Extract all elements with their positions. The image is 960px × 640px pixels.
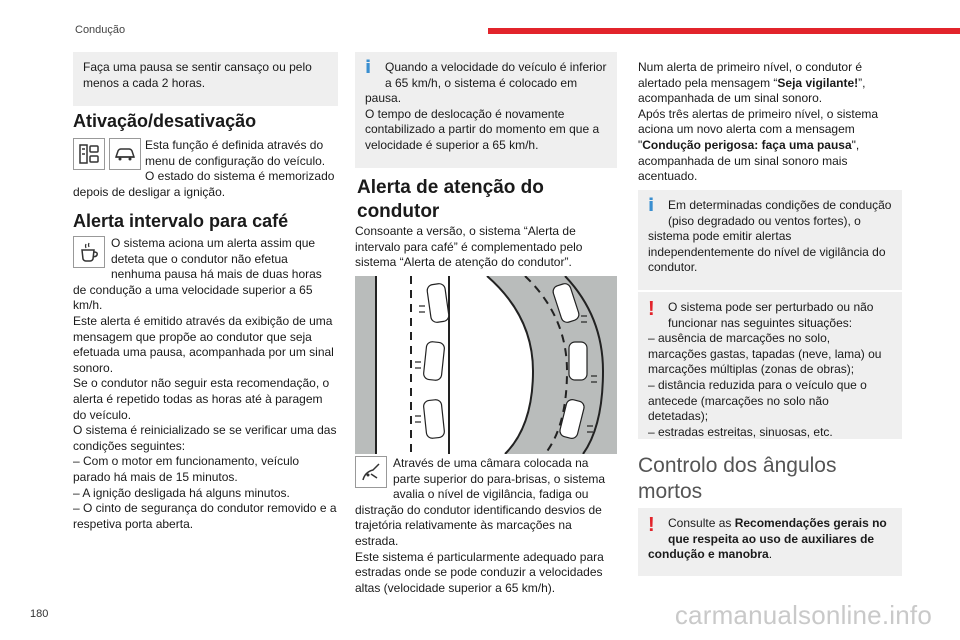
section-title-blind-spot: Controlo dos ângulos mortos [638,454,837,503]
activation-icon-text: Esta função é definida através do menu de configuração do veículo. [145,138,326,168]
lane-departure-illustration [355,276,617,454]
coffee-break-list-item: – A ignição desligada há alguns minutos. [73,485,290,500]
info-icon: i [365,57,372,78]
warning-list-item: – distância reduzida para o veículo que o antecede (marcações no solo não detetadas); [648,377,867,424]
coffee-break-p1: Este alerta é emitido através da exibição de uma mensagem que propõe ao condutor que seja efetuada uma pausa, acompanhada por um sinal sonoro. [73,313,334,375]
alert-message-vigilant: Seja vigilante! [777,75,859,90]
watermark: carmanualsonline.info [674,600,932,630]
text-run: Num alerta de primeiro nível, o condutor é alertado pela mensagem “ [638,60,863,90]
suitability-text: Este sistema é particularmente adequado para estradas onde se pode conduzir a velocidades altas (velocidade superior a 65 km/h). [355,549,604,595]
info-box-pause [355,52,617,168]
activation-block [73,138,338,200]
section-title-activation: Ativação/desativação [73,111,257,131]
warning-box-recommendations [638,508,902,576]
text-run: Após três alertas de primeiro nível, o sistema aciona um novo alerta com a mensagem " [638,106,879,152]
steering-camera-icon [355,456,387,488]
alert-levels-text [638,60,888,185]
header-accent-bar [488,28,960,34]
alert-message-dangerous: Condução perigosa: faça uma pausa [642,137,852,152]
coffee-break-list-item: – Com o motor em funcionamento, veículo parado há mais de 15 minutos. [73,454,300,484]
warning-icon: ! [648,298,655,320]
second-level-alert [638,107,888,185]
chapter-title: Condução [75,24,126,36]
camera-text: Através de uma câmara colocada na parte superior do para-brisas, o sistema avalia o nível de vigilância, fadiga ou distração do condutor identificando desvios de trajetória relativamente às marcações na estrada. [355,456,606,548]
warning-icon: ! [648,514,655,536]
coffee-break-block [73,236,338,532]
activation-text: O estado do sistema é memorizado depois de desligar a ignição. [73,169,335,199]
text-run: Consulte as [668,516,735,530]
warning-text: O sistema pode ser perturbado ou não funcionar nas seguintes situações: [668,300,874,330]
first-level-alert [638,60,888,107]
warning-box-limitations [638,292,902,439]
recommendations-text [648,516,892,563]
warning-list-item: – estradas estreitas, sinuosas, etc. [648,424,833,439]
coffee-cup-icon [73,236,105,268]
coffee-break-intro: O sistema aciona um alerta assim que deteta que o condutor não efetua nenhuma pausa há mais de duas horas de condução a uma velocidade superior a 65 km/h. [73,236,322,313]
coffee-break-p2: Se o condutor não seguir esta recomendação, o alerta é repetido todas as horas até à paragem do veículo. [73,376,330,422]
road-diagram [355,276,617,454]
activation-icons [73,138,141,170]
settings-menu-icon [73,138,105,170]
info-box-conditions-text: Em determinadas condições de condução (piso degradado ou ventos fortes), o sistema pode emitir alertas independentemente do nível de vigilância do condutor. [648,198,892,275]
text-run: . [768,547,773,562]
warning-list-item: – ausência de marcações no solo, marcações gastas, tapadas (neve, lama) ou marcações múltiplas (zonas de obras); [648,331,882,377]
recommendations-link-text: Recomendações gerais no que respeita ao uso de auxiliares de condução e manobra [648,516,887,562]
coffee-break-p3: O sistema é reinicializado se se verificar uma das condições seguintes: [73,423,337,453]
text-run: ”, acompanhada de um sinal sonoro. [638,75,866,106]
page-number: 180 [30,608,49,620]
section-title-driver-attention: Alerta de atenção do condutor [357,177,544,222]
section-title-coffee-break: Alerta intervalo para café [73,211,289,231]
car-icon [109,138,141,170]
camera-block [355,456,617,596]
tip-box [73,52,338,106]
tip-text: Faça uma pausa se sentir cansaço ou pelo menos a cada 2 horas. [83,60,312,90]
info-box-conditions [638,190,902,290]
text-run: ", acompanhada de um sinal sonoro mais acentuado. [638,137,860,184]
info-icon: i [648,195,655,216]
info-box-text-2: O tempo de deslocação é novamente contabilizado a partir do momento em que a velocidade é superior a 65 km/h. [365,106,600,152]
driver-attention-intro: Consoante a versão, o sistema “Alerta de intervalo para café” é complementado pelo sistema “Alerta de atenção do condutor”. [355,224,583,270]
coffee-break-list-item: – O cinto de segurança do condutor removido e a respetiva porta aberta. [73,501,337,531]
info-box-text-1: Quando a velocidade do veículo é inferior a 65 km/h, o sistema é colocado em pausa. [365,60,607,106]
